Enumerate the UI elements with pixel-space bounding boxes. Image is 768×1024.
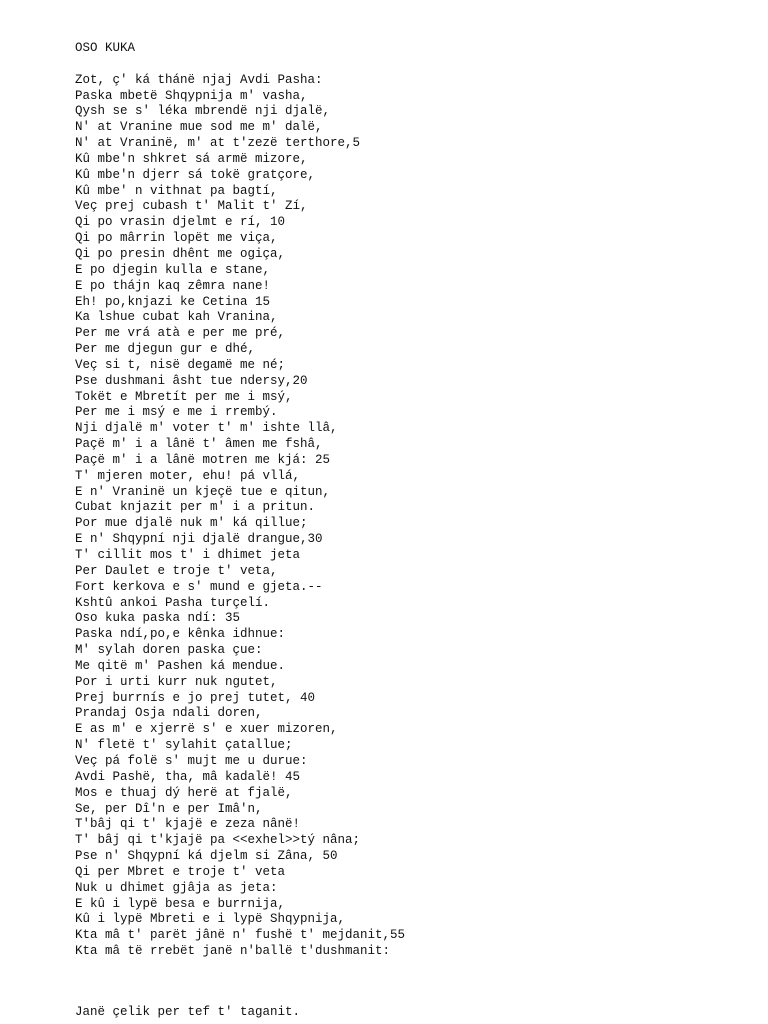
poem-line: Paska mbetë Shqypnija m' vasha, — [75, 88, 308, 103]
poem-line: Per me i msý e me i rrembý. — [75, 405, 278, 420]
poem-line: N' fletë t' sylahit çatallue; — [75, 738, 293, 753]
poem-line: Kshtû ankoi Pasha turçelí. — [75, 595, 271, 610]
poem-line: E n' Shqypní nji djalë drangue,30 — [75, 532, 323, 547]
poem-line: Qysh se s' léka mbrendë nji djalë, — [75, 104, 331, 119]
poem-line: Por i urti kurr nuk ngutet, — [75, 674, 278, 689]
poem-line: Nuk u dhimet gjâja as jeta: — [75, 880, 278, 895]
poem-line: Veç si t, nisë degamë me né; — [75, 357, 286, 372]
poem-line: Kta mâ të rrebët janë n'ballë t'dushmanit: — [75, 944, 391, 959]
poem-line: Kû mbe' n vithnat pa bagtí, — [75, 183, 278, 198]
poem-line: T' bâj qi t'kjajë pa <<exhel>>tý nâna; — [75, 833, 361, 848]
document-page — [75, 41, 755, 960]
poem-line: Qi po presin dhênt me ogiça, — [75, 246, 286, 261]
poem-line: Zot, ç' ká thánë njaj Avdi Pasha: — [75, 72, 323, 87]
poem-line: M' sylah doren paska çue: — [75, 643, 263, 658]
poem-line: Nji djalë m' voter t' m' ishte llâ, — [75, 421, 338, 436]
poem-line: E po thájn kaq zêmra nane! — [75, 278, 271, 293]
poem-line: Fort kerkova e s' mund e gjeta.-- — [75, 579, 323, 594]
poem-line: N' at Vraninë, m' at t'zezë terthore,5 — [75, 136, 361, 151]
poem-line: Paska ndí,po,e kênka idhnue: — [75, 627, 286, 642]
poem-line: Eh! po,knjazi ke Cetina 15 — [75, 294, 271, 309]
poem-line: T'bâj qi t' kjajë e zeza nânë! — [75, 817, 301, 832]
poem-title: OSO KUKA — [75, 41, 136, 55]
poem-line: Kta mâ t' parët jânë n' fushë t' mejdanit,55 — [75, 928, 406, 943]
poem-line: E kû i lypë besa e burrnija, — [75, 896, 286, 911]
poem-line: Cubat knjazit per m' i a pritun. — [75, 500, 316, 515]
poem-line: E n' Vraninë un kjeçë tue e qitun, — [75, 484, 331, 499]
poem-line: Paçë m' i a lânë motren me kjá: 25 — [75, 452, 331, 467]
poem-line: Qi per Mbret e troje t' veta — [75, 864, 286, 879]
poem-line: Mos e thuaj dý herë at fjalë, — [75, 785, 293, 800]
poem-line: T' cillit mos t' i dhimet jeta — [75, 548, 301, 562]
poem-line: Me qitë m' Pashen ká mendue. — [75, 658, 286, 673]
poem-line: Avdi Pashë, tha, mâ kadalë! 45 — [75, 769, 301, 784]
poem-line: E po djegin kulla e stane, — [75, 262, 271, 277]
poem-body — [75, 73, 755, 960]
poem-line: Pse n' Shqypní ká djelm si Zâna, 50 — [75, 849, 338, 864]
blank-line — [75, 57, 755, 73]
poem-line: Kû mbe'n shkret sá armë mizore, — [75, 151, 308, 166]
poem-line: Per me vrá atà e per me pré, — [75, 326, 286, 341]
poem-line: Kû mbe'n djerr sá tokë gratçore, — [75, 167, 316, 182]
poem-line: Ka lshue cubat kah Vranina, — [75, 310, 278, 325]
poem-line: Por mue djalë nuk m' ká qillue; — [75, 516, 308, 531]
poem-line: Per me djegun gur e dhé, — [75, 342, 256, 357]
poem-line: Tokët e Mbretít per me i msý, — [75, 389, 293, 404]
poem-line: T' mjeren moter, ehu! pá vllá, — [75, 468, 301, 483]
poem-line: Prandaj Osja ndali doren, — [75, 706, 263, 721]
poem-line: Se, per Dî'n e per Imâ'n, — [75, 801, 263, 816]
poem-line: Qi po vrasin djelmt e rí, 10 — [75, 215, 286, 230]
poem-last-line: Janë çelik per tef t' taganit. — [75, 1005, 301, 1019]
poem-line: E as m' e xjerrë s' e xuer mizoren, — [75, 722, 338, 737]
poem-line: Qi po mârrin lopët me viça, — [75, 231, 278, 246]
poem-line: Prej burrnís e jo prej tutet, 40 — [75, 690, 316, 705]
poem-line: Oso kuka paska ndí: 35 — [75, 611, 241, 626]
poem-line: Per Daulet e troje t' veta, — [75, 563, 278, 578]
poem-line: Veç prej cubash t' Malit t' Zí, — [75, 199, 308, 214]
poem-line: Kû i lypë Mbreti e i lypë Shqypnija, — [75, 912, 346, 927]
poem-line: Veç pá folë s' mujt me u durue: — [75, 753, 308, 768]
poem-line: Pse dushmani âsht tue ndersy,20 — [75, 373, 308, 388]
poem-line: Paçë m' i a lânë t' âmen me fshâ, — [75, 437, 323, 452]
poem-line: N' at Vranine mue sod me m' dalë, — [75, 120, 323, 135]
